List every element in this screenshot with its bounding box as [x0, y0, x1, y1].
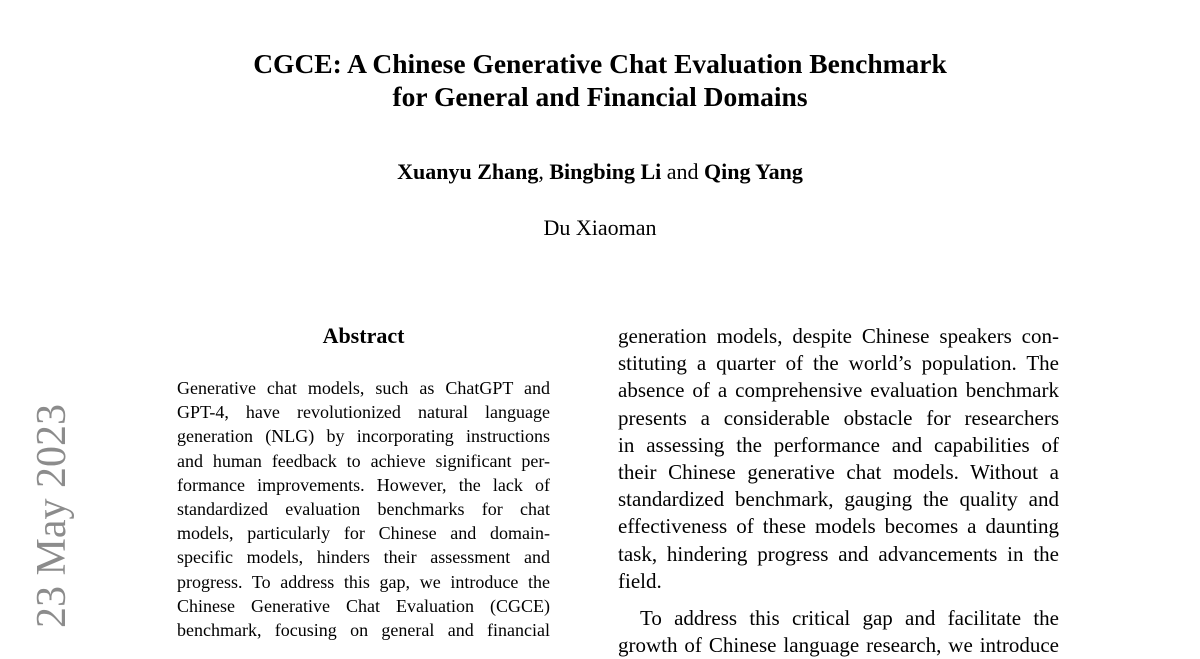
- abstract-line: progress. To address this gap, we introduce the: [177, 571, 550, 592]
- abstract-line: models, particularly for Chinese and domain-: [177, 523, 550, 544]
- intro-line: growth of Chinese language research, we introduce: [618, 633, 1059, 658]
- abstract-heading: Abstract: [322, 323, 405, 348]
- author-separator: ,: [538, 159, 550, 184]
- intro-line: in assessing the performance and capabilities of: [618, 432, 1059, 457]
- intro-line: field.: [618, 568, 662, 593]
- introduction-column: [618, 323, 1059, 659]
- abstract-line: and human feedback to achieve significant per-: [177, 450, 550, 471]
- intro-line: task, hindering progress and advancements in the: [618, 541, 1059, 566]
- paper-title-line-2: for General and Financial Domains: [392, 81, 808, 112]
- paper-title: [0, 47, 1200, 113]
- abstract-line: standardized evaluation benchmarks for chat: [177, 499, 550, 520]
- intro-line: absence of a comprehensive evaluation benchmark: [618, 378, 1059, 403]
- author-name: Qing Yang: [704, 159, 803, 184]
- intro-line: standardized benchmark, gauging the quality and: [618, 487, 1059, 512]
- author-name: Bingbing Li: [549, 159, 662, 184]
- abstract-line: formance improvements. However, the lack of: [177, 474, 550, 495]
- abstract-line: Generative chat models, such as ChatGPT and: [177, 378, 550, 398]
- intro-line: stituting a quarter of the world’s population. The: [618, 351, 1059, 376]
- intro-paragraph-2: [618, 605, 1059, 659]
- intro-line: their Chinese generative chat models. Without a: [618, 460, 1059, 485]
- intro-line: generation models, despite Chinese speakers con-: [618, 324, 1059, 348]
- intro-line: effectiveness of these models becomes a daunting: [618, 514, 1059, 539]
- affiliation: Du Xiaoman: [543, 215, 657, 240]
- abstract-line: GPT-4, have revolutionized natural language: [177, 402, 550, 423]
- intro-line: presents a considerable obstacle for researchers: [618, 405, 1059, 430]
- author-list: [0, 157, 1200, 187]
- intro-paragraph-1: [618, 323, 1059, 595]
- intro-line: To address this critical gap and facilitate the: [640, 606, 1059, 631]
- abstract-line: specific models, hinders their assessment and: [177, 547, 550, 568]
- arxiv-date-stamp: 23 May 2023: [29, 404, 75, 628]
- abstract-body: [177, 376, 550, 642]
- paper-title-line-1: CGCE: A Chinese Generative Chat Evaluation Benchmark: [253, 48, 947, 79]
- author-name: Xuanyu Zhang: [397, 159, 539, 184]
- author-conjunction: and: [661, 159, 705, 184]
- abstract-line: Chinese Generative Chat Evaluation (CGCE): [177, 595, 550, 616]
- abstract-line: benchmark, focusing on general and financial: [177, 620, 550, 641]
- abstract-line: generation (NLG) by incorporating instructions: [177, 426, 550, 447]
